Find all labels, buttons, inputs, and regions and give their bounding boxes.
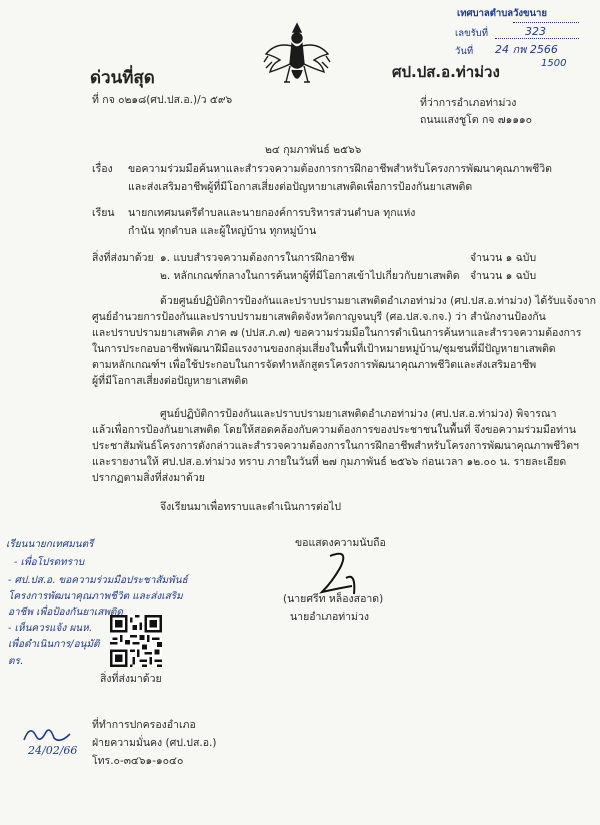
paragraph-line: แล้วเพื่อการป้องกันยาเสพติด โดยให้สอดคล้องกับความต้องการของประชาชนในพื้นที่ จึงขอความร่วมมือท่าน	[92, 424, 577, 436]
handwritten-note-line: โครงการพัฒนาคุณภาพชีวิต และส่งเสริม	[8, 591, 183, 602]
stamp-recv-no: 323	[525, 25, 546, 38]
handwritten-note-line: อาชีพ เพื่อป้องกันยาเสพติด	[8, 607, 123, 618]
signer-position: นายอำเภอท่าม่วง	[290, 611, 370, 623]
urgency-label: ด่วนที่สุด	[90, 68, 155, 88]
recipient-line2: กำนัน ทุกตำบล และผู้ใหญ่บ้าน ทุกหมู่บ้าน	[128, 225, 317, 237]
paragraph-line: ในการประกอบอาชีพพัฒนาฝีมือแรงงานของกลุ่มเสี่ยงในพื้นที่เป้าหมายหมู่บ้าน/ชุมชนที่มีปัญหายาเสพติด	[92, 343, 556, 355]
receiving-stamp	[455, 6, 587, 68]
handwritten-note-line: - เห็นควรแจ้ง ผนห.	[8, 623, 92, 634]
stamp-date-label: วันที่	[455, 46, 474, 57]
document-date: ๒๔ กุมภาพันธ์ ๒๕๖๖	[265, 144, 362, 156]
handwritten-note-line: - ศป.ปส.อ. ขอความร่วมมือประชาสัมพันธ์	[8, 575, 188, 586]
stamp-dotted-line	[495, 38, 579, 39]
reference-number: ที่ กจ ๐๒๑๘(ศป.ปส.อ.)/ว ๕๙๖	[92, 94, 233, 106]
paragraph-line: ศูนย์ปฏิบัติการป้องกันและปราบปรามยาเสพติดอำเภอท่าม่วง (ศป.ปส.อ.ท่าม่วง) พิจารณา	[160, 408, 557, 420]
handwritten-date: 24/02/66	[28, 744, 78, 757]
subject-label: เรื่อง	[92, 163, 113, 175]
garuda-emblem-icon	[262, 20, 332, 92]
signature-closing: ขอแสดงความนับถือ	[295, 537, 386, 549]
paragraph-line: ด้วยศูนย์ปฏิบัติการป้องกันและปราบปรามยาเสพติดอำเภอท่าม่วง (ศป.ปส.อ.ท่าม่วง) ได้รับแจ้งจาก	[160, 295, 597, 307]
handwritten-note-line: เพื่อดำเนินการ/อนุมัติ	[8, 639, 100, 650]
handwritten-note-line: ตร.	[8, 656, 24, 667]
stamp-time-value: 1500	[541, 58, 567, 69]
paragraph-line: ผู้ที่มีโอกาสเสี่ยงต่อปัญหายาเสพติด	[92, 375, 249, 387]
stamp-recv-label: เลขรับที่	[455, 28, 488, 39]
paragraph-line: ปรากฏตามสิ่งที่ส่งมาด้วย	[92, 472, 205, 484]
handwritten-note-line: - เพื่อโปรดทราบ	[14, 557, 85, 568]
enclosure-item-text: ๒. หลักเกณฑ์กลางในการค้นหาผู้ที่มีโอกาสเข้าไปเกี่ยวกับยาเสพติด	[160, 270, 460, 282]
qr-code-icon	[110, 615, 162, 667]
paragraph-line: และรายงานให้ ศป.ปส.อ.ท่าม่วง ทราบ ภายในวันที่ ๒๗ กุมภาพันธ์ ๒๕๖๖ ก่อนเวลา ๑๒.๐๐ น. รายละเอียด	[92, 456, 567, 468]
subject-line1: ขอความร่วมมือค้นหาและสำรวจความต้องการการฝึกอาชีพสำหรับโครงการพัฒนาคุณภาพชีวิต	[128, 163, 552, 175]
footer-line1: ที่ทำการปกครองอำเภอ	[92, 719, 196, 731]
qr-caption: สิ่งที่ส่งมาด้วย	[100, 673, 162, 685]
stamp-date-value: 24 กพ 2566	[495, 43, 558, 56]
recipient-label: เรียน	[92, 207, 115, 219]
closing-request: จึงเรียนมาเพื่อทราบและดำเนินการต่อไป	[160, 501, 342, 513]
stamp-dotted-line	[513, 22, 579, 23]
enclosure-item-qty: จำนวน ๑ ฉบับ	[470, 252, 537, 264]
signer-name: (นายศรีท หล็องสอาด)	[283, 593, 384, 605]
paragraph-line: ศูนย์อำนวยการป้องกันและปราบปรามยาเสพติดจังหวัดกาญจนบุรี (ศอ.ปส.จ.กจ.) ว่า สำนักงานป้องกัน	[92, 311, 546, 323]
recipient-line1: นายกเทศมนตรีตำบลและนายกองค์การบริหารส่วนตำบล ทุกแห่ง	[128, 207, 416, 219]
enclosure-item-text: ๑. แบบสำรวจความต้องการในการฝึกอาชีพ	[160, 252, 355, 264]
subject-line2: และส่งเสริมอาชีพผู้ที่มีโอกาสเสี่ยงต่อปัญหายาเสพติดเพื่อการป้องกันยาเสพติด	[128, 181, 473, 193]
paragraph-line: และปราบปรามยาเสพติด ภาค ๗ (ปปส.ภ.๗) ขอความร่วมมือในการดำเนินการค้นหาและสำรวจความต้องการ	[92, 327, 582, 339]
footer-line3: โทร.๐-๓๔๖๑-๑๐๔๐	[92, 755, 184, 767]
enclosures-label: สิ่งที่ส่งมาด้วย	[92, 252, 154, 264]
office-address-line1: ที่ว่าการอำเภอท่าม่วง	[420, 97, 517, 109]
office-address-line2: ถนนแสงชูโต กจ ๗๑๑๑๐	[420, 114, 533, 126]
office-name: ศป.ปส.อ.ท่าม่วง	[392, 63, 500, 81]
handwritten-note-line: เรียนนายกเทศมนตรี	[6, 539, 94, 550]
stamp-org: เทศบาลตำบลวังขนาย	[457, 8, 547, 19]
enclosure-item-qty: จำนวน ๑ ฉบับ	[470, 270, 537, 282]
paragraph-line: ประชาสัมพันธ์โครงการดังกล่าวและสำรวจความต้องการในการฝึกอาชีพสำหรับโครงการพัฒนาคุณภาพชีวิตฯ	[92, 440, 579, 452]
paragraph-line: ตามหลักเกณฑ์ฯ เพื่อใช้ประกอบในการจัดทำหลักสูตรโครงการพัฒนาคุณภาพชีวิตและส่งเสริมอาชีพ	[92, 359, 537, 371]
footer-line2: ฝ่ายความมั่นคง (ศป.ปส.อ.)	[92, 737, 217, 749]
